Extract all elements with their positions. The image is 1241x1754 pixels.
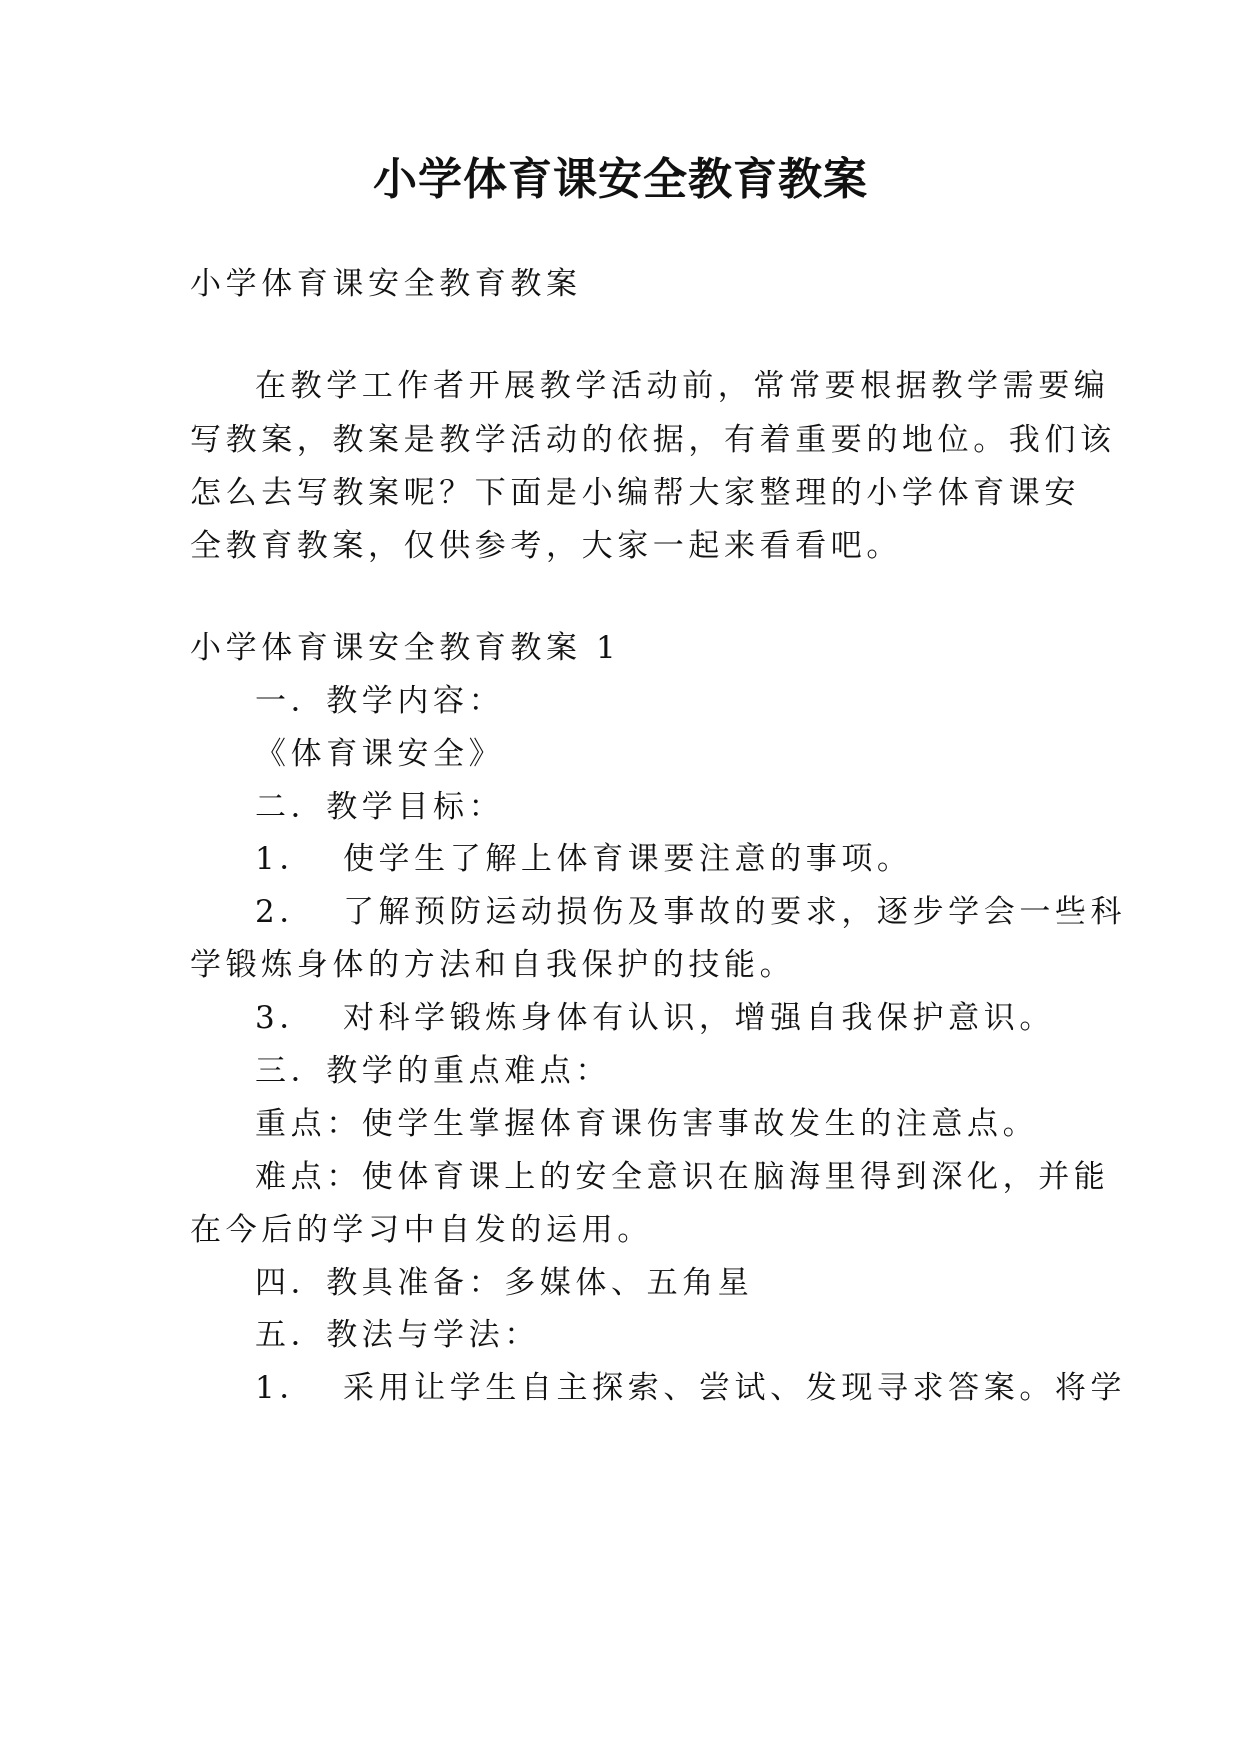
goal-1-number: 1．: [255, 841, 315, 877]
tools-line: 四．教具准备：多媒体、五角星: [255, 1265, 754, 1301]
method-1: [255, 1366, 1126, 1410]
method-1-text: 采用让学生自主探索、尝试、发现寻求答案。将学: [342, 1370, 1127, 1406]
intro-line-4: 全教育教案，仅供参考，大家一起来看看吧。: [190, 528, 902, 564]
keypoints-heading: 三．教学的重点难点：: [255, 1053, 611, 1089]
intro-line-2: 写教案，教案是教学活动的依据，有着重要的地位。我们该: [190, 422, 1116, 458]
intro-line-1: 在教学工作者开展教学活动前，常常要根据教学需要编: [255, 368, 1110, 404]
content-text: 《体育课安全》: [255, 736, 505, 772]
goal-3-number: 3．: [255, 1000, 315, 1036]
section-heading: 小学体育课安全教育教案 1: [190, 630, 621, 666]
methods-heading: 五．教法与学法：: [255, 1317, 540, 1353]
goal-2-continued: 学锻炼身体的方法和自我保护的技能。: [190, 947, 796, 983]
goal-2-text: 了解预防运动损伤及事故的要求，逐步学会一些科: [342, 894, 1127, 930]
goal-3: [255, 996, 1055, 1040]
goal-1-text: 使学生了解上体育课要注意的事项。: [342, 841, 913, 877]
subtitle: 小学体育课安全教育教案: [190, 266, 582, 302]
goal-1: [255, 837, 913, 881]
difficulty-continued: 在今后的学习中自发的运用。: [190, 1212, 653, 1248]
goal-2: [255, 890, 1126, 934]
goals-heading: 二．教学目标：: [255, 789, 505, 825]
intro-line-3: 怎么去写教案呢？下面是小编帮大家整理的小学体育课安: [190, 475, 1080, 511]
method-1-number: 1．: [255, 1370, 315, 1406]
goal-2-number: 2．: [255, 894, 315, 930]
content-heading: 一．教学内容：: [255, 683, 505, 719]
document-title: 小学体育课安全教育教案: [373, 154, 868, 205]
keypoint-text: 重点：使学生掌握体育课伤害事故发生的注意点。: [255, 1106, 1039, 1142]
goal-3-text: 对科学锻炼身体有认识，增强自我保护意识。: [342, 1000, 1055, 1036]
difficulty-text: 难点：使体育课上的安全意识在脑海里得到深化，并能: [255, 1159, 1110, 1195]
